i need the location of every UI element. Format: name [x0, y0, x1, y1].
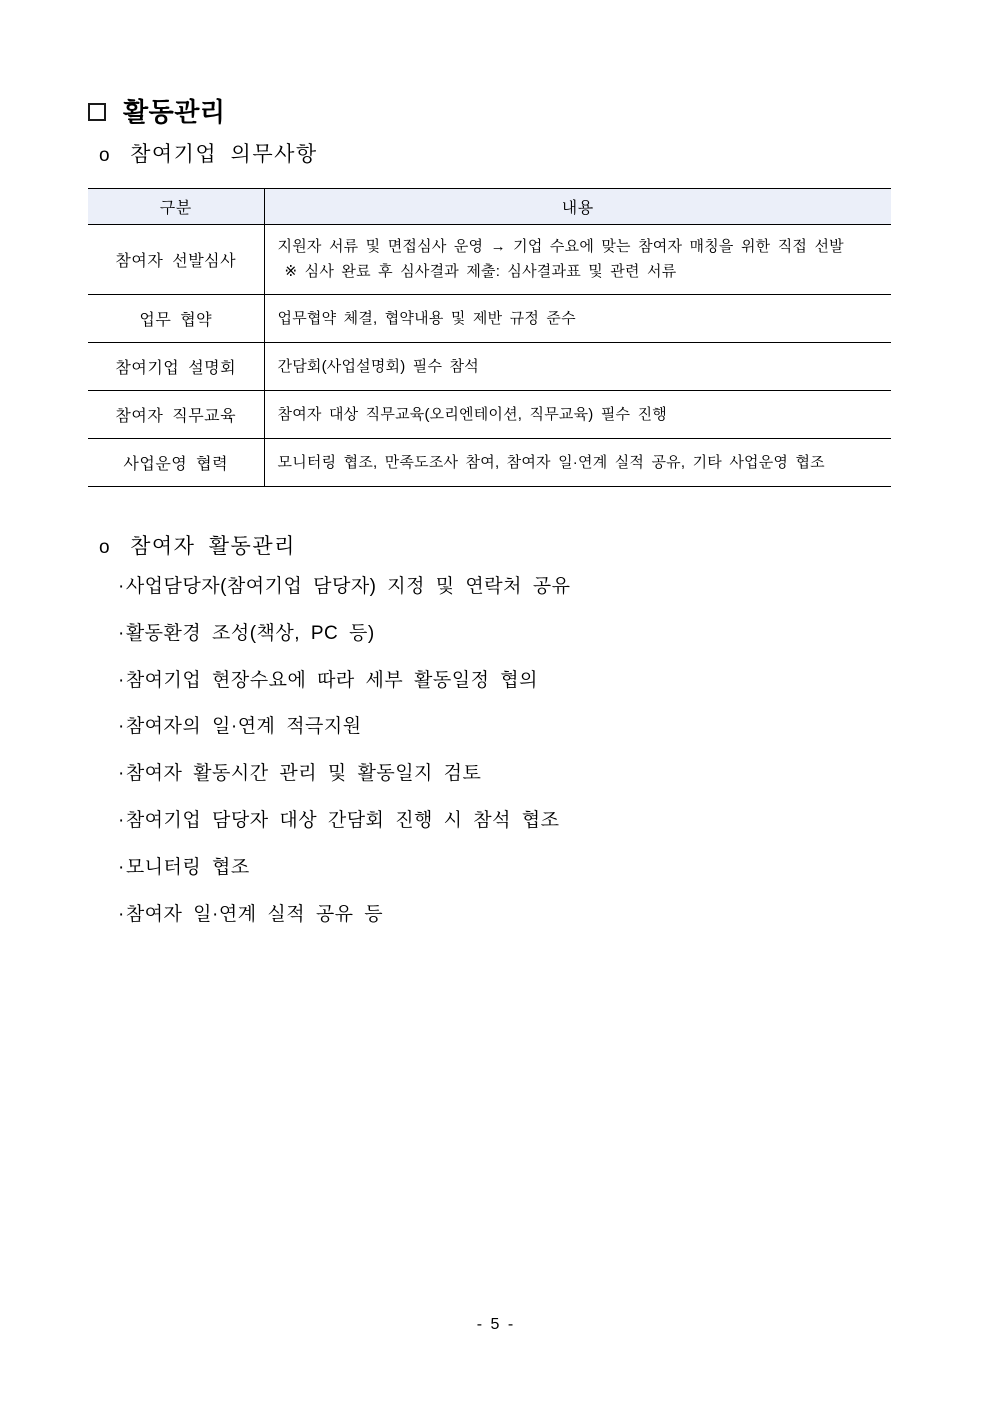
obligations-table	[88, 188, 891, 487]
activity-list	[118, 576, 891, 926]
section-heading-activity	[99, 534, 891, 560]
document-title-text: 활동관리	[123, 97, 226, 127]
circle-bullet-marker: o	[99, 536, 112, 558]
content-line: 모니터링 협조, 만족도조사 참여, 참여자 일·연계 실적 공유, 기타 사업운영 협조	[277, 453, 825, 471]
content-cell	[264, 224, 891, 294]
dot-bullet-marker: ·	[118, 856, 125, 878]
list-item	[118, 623, 891, 646]
content-cell	[264, 390, 891, 438]
table-header-row	[88, 188, 891, 224]
content-line: 지원자 서류 및 면접심사 운영 → 기업 수요에 맞는 참여자 매칭을 위한 직접 선발	[277, 237, 844, 255]
content-cell	[264, 342, 891, 390]
obligations-table-body	[88, 224, 891, 486]
list-item	[118, 670, 891, 693]
page-number: - 5 -	[476, 1316, 516, 1333]
section-heading-text: 참여기업 의무사항	[130, 142, 318, 166]
list-item-text: 참여자의 일·연계 적극지원	[125, 716, 362, 738]
table-row	[88, 294, 891, 342]
list-item	[118, 716, 891, 739]
dot-bullet-marker: ·	[118, 669, 125, 691]
dot-bullet-marker: ·	[118, 576, 125, 598]
list-item	[118, 857, 891, 880]
content-cell	[264, 294, 891, 342]
list-item-text: 참여자 일·연계 실적 공유 등	[125, 903, 384, 925]
category-cell: 참여기업 설명회	[88, 342, 264, 390]
list-item-text: 참여자 활동시간 관리 및 활동일지 검토	[125, 763, 482, 785]
column-header-content: 내용	[264, 188, 891, 224]
dot-bullet-marker: ·	[118, 810, 125, 832]
dot-bullet-marker: ·	[118, 622, 125, 644]
section-heading-obligations	[99, 142, 891, 168]
table-row	[88, 438, 891, 486]
content-line: 업무협약 체결, 협약내용 및 제반 규정 준수	[277, 309, 576, 327]
category-cell: 참여자 직무교육	[88, 390, 264, 438]
list-item-text: 참여기업 담당자 대상 간담회 진행 시 참석 협조	[125, 810, 560, 832]
list-item	[118, 904, 891, 927]
list-item	[118, 763, 891, 786]
category-cell: 업무 협약	[88, 294, 264, 342]
content-line: ※ 심사 완료 후 심사결과 제출: 심사결과표 및 관련 서류	[284, 263, 677, 281]
table-row	[88, 390, 891, 438]
category-cell: 참여자 선발심사	[88, 224, 264, 294]
dot-bullet-marker: ·	[118, 763, 125, 785]
dot-bullet-marker: ·	[118, 716, 125, 738]
content-cell	[264, 438, 891, 486]
section-heading-text: 참여자 활동관리	[130, 534, 296, 558]
table-row	[88, 342, 891, 390]
table-row	[88, 224, 891, 294]
content-line: 참여자 대상 직무교육(오리엔테이션, 직무교육) 필수 진행	[277, 405, 667, 423]
content-line: 간담회(사업설명회) 필수 참석	[277, 357, 479, 375]
list-item	[118, 576, 891, 599]
list-item-text: 참여기업 현장수요에 따라 세부 활동일정 협의	[125, 669, 538, 691]
dot-bullet-marker: ·	[118, 903, 125, 925]
square-bullet-icon	[88, 103, 106, 121]
document-page	[88, 0, 891, 950]
list-item-text: 사업담당자(참여기업 담당자) 지정 및 연락처 공유	[125, 576, 571, 598]
circle-bullet-marker: o	[99, 144, 112, 166]
category-cell: 사업운영 협력	[88, 438, 264, 486]
list-item-text: 모니터링 협조	[125, 856, 250, 878]
obligations-table-head	[88, 188, 891, 224]
list-item	[118, 810, 891, 833]
list-item-text: 활동환경 조성(책상, PC 등)	[125, 622, 375, 644]
document-title	[88, 98, 891, 127]
column-header-category: 구분	[88, 188, 264, 224]
